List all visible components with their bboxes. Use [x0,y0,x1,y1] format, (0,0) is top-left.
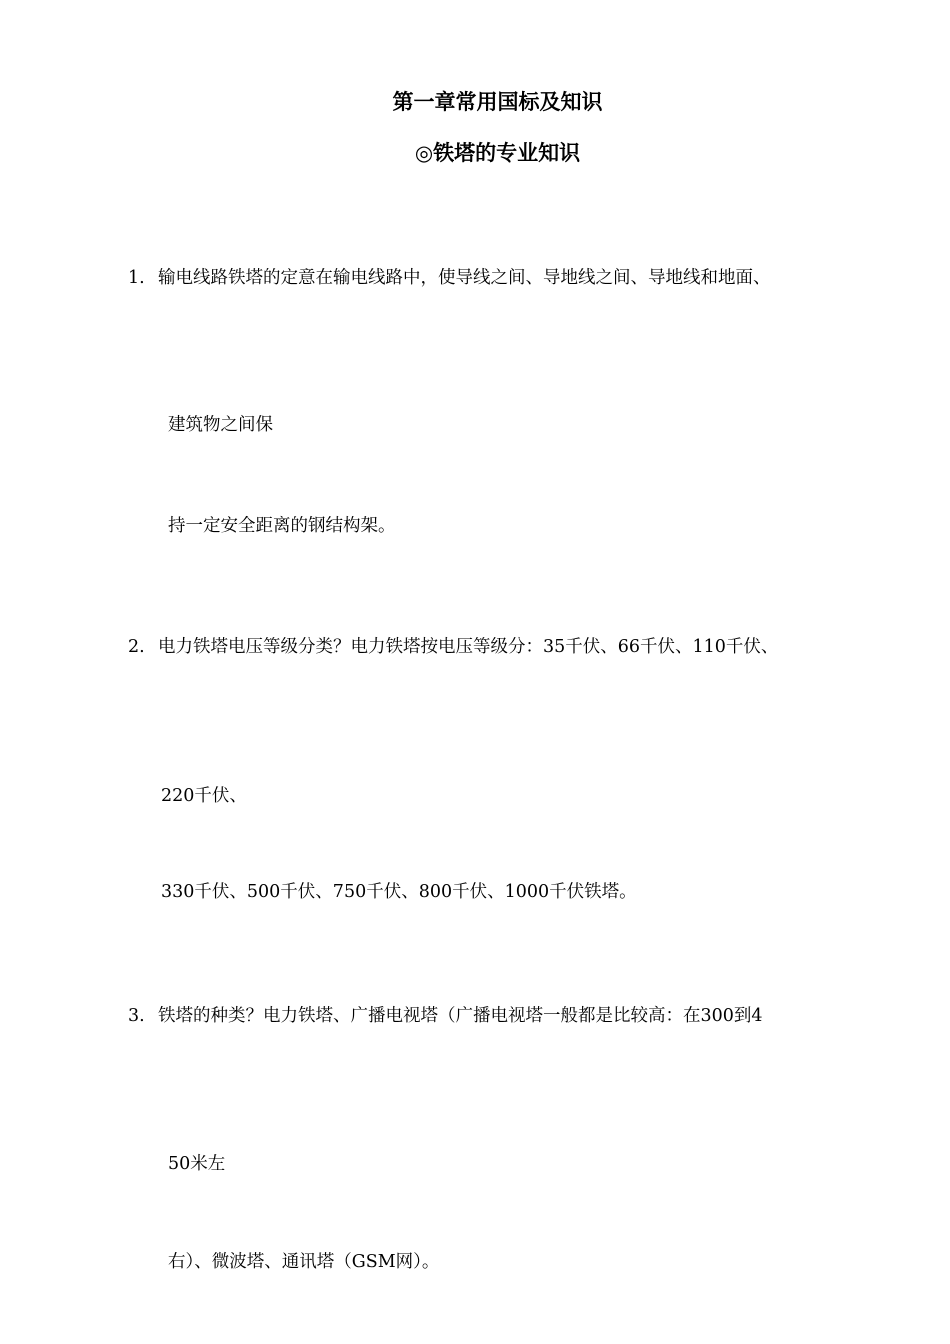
list-item-2-line-3: 330千伏、500千伏、750千伏、800千伏、1000千伏铁塔。 [161,882,637,902]
section-title: ◎铁塔的专业知识 [414,141,581,165]
list-item-number: 1. [128,268,145,288]
chapter-title: 第一章常用国标及知识 [392,90,603,114]
list-item-text: 铁塔的种类？电力铁塔、广播电视塔（广播电视塔一般都是比较高：在300到4 [158,1006,763,1026]
list-item-3-line-3: 右）、微波塔、通讯塔（GSM网）。 [168,1252,440,1272]
list-item-2-first-line [128,635,778,659]
list-item-1-first-line [128,266,771,290]
list-item-3-first-line [128,1004,763,1028]
list-item-number: 2. [128,637,145,657]
list-item-3-line-2: 50米左 [168,1154,226,1174]
list-item-text: 输电线路铁塔的定意在输电线路中，使导线之间、导地线之间、导地线和地面、 [158,268,771,288]
list-item-1-line-3: 持一定安全距离的钢结构架。 [168,516,396,536]
list-item-text: 电力铁塔电压等级分类？电力铁塔按电压等级分：35千伏、66千伏、110千伏、 [158,637,779,657]
list-item-2-line-2: 220千伏、 [161,786,247,806]
list-item-number: 3. [128,1006,145,1026]
list-item-1-line-2: 建筑物之间保 [168,415,273,435]
